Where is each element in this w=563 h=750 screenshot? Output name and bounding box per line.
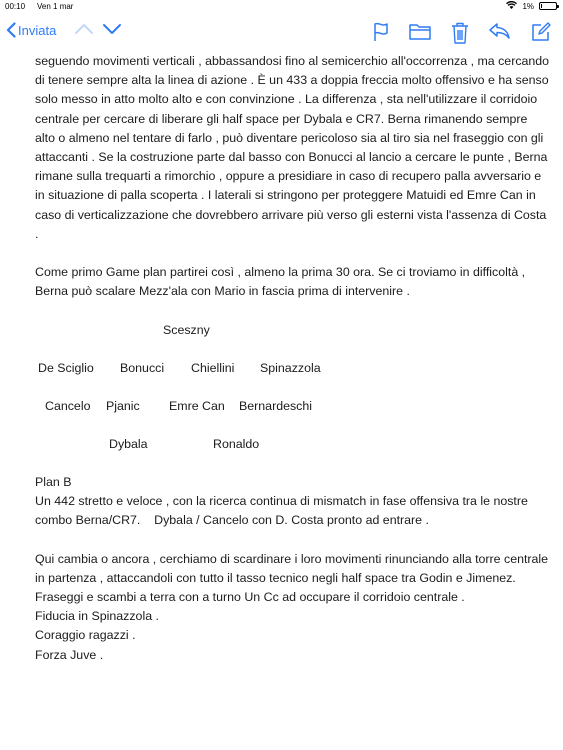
chevron-up-icon <box>74 22 94 36</box>
reply-icon <box>488 22 510 40</box>
previous-message-button[interactable] <box>74 22 94 36</box>
chevron-down-icon <box>102 22 122 36</box>
trash-icon <box>451 22 469 44</box>
player-name: Emre Can <box>169 398 225 413</box>
player-name: Sceszny <box>163 322 210 337</box>
player-name: De Sciglio <box>38 360 94 375</box>
delete-button[interactable] <box>451 22 469 44</box>
body-line: Fiducia in Spinazzola . <box>35 609 159 624</box>
body-paragraph: seguendo movimenti verticali , abbassandosi fino al semicerchio all'occorrenza , ma cercando di tenere sempre alta la linea di azione . È un 433 a doppia freccia molto offensivo e ha senso solo messo in atto molto alto e con convinzione . La differenza , sta nell'utilizzare il corridoio centrale per cercare di liberare gli half space per Dybala e CR7. Berna rimanendo sempre alto o almeno nel tentare di farlo , può diventare pericoloso sia al tiro sia nel fraseggio con gli attaccanti . Se la costruzione parte dal basso con Bonucci al lancio a cercare le punte , Berna rimane sulla trequarti a rimorchio , oppure a presidiare in caso di recupero palla avversario e in situazione di palla scoperta . I laterali si stringono per proteggere Matuidi ed Emre Can in caso di verticalizzazione che dovrebbero arrivare più verso gli esterni vista l'assenza di Costa . <box>35 54 553 241</box>
next-message-button[interactable] <box>102 22 122 36</box>
player-name: Chiellini <box>191 360 235 375</box>
wifi-icon <box>506 1 517 11</box>
chevron-left-icon <box>6 22 16 38</box>
lineup-formation <box>35 321 550 473</box>
body-line: Forza Juve . <box>35 647 104 662</box>
battery-percent: 1% <box>522 1 534 11</box>
lineup-row-midfielders <box>35 397 550 435</box>
player-name: Bonucci <box>120 360 165 375</box>
body-line: Coraggio ragazzi . <box>35 628 136 643</box>
status-bar <box>0 0 563 14</box>
folder-icon <box>409 22 431 40</box>
player-name: Dybala <box>109 436 148 451</box>
mail-toolbar <box>0 14 563 52</box>
player-name: Ronaldo <box>213 436 260 451</box>
player-name: Pjanic <box>106 398 140 413</box>
player-name: Bernardeschi <box>239 398 313 413</box>
message-body <box>35 52 553 665</box>
move-folder-button[interactable] <box>409 22 431 40</box>
lineup-row-goalkeeper <box>35 321 550 359</box>
player-name: Spinazzola <box>260 360 321 375</box>
blank-line <box>35 244 550 263</box>
status-date: Ven 1 mar <box>37 2 74 11</box>
status-time: 00:10 <box>5 2 26 11</box>
back-button[interactable] <box>6 22 56 38</box>
body-paragraph: Un 442 stretto e veloce , con la ricerca continua di mismatch in fase offensiva tra le nostre combo Berna/CR7. Dybala / Cancelo con D. Costa pronto ad entrare . <box>35 494 532 528</box>
body-paragraph: Come primo Game plan partirei così , almeno la prima 30 ora. Se ci troviamo in difficoltà , Berna può scalare Mezz'ala con Mario in fascia prima di intervenire . <box>35 265 529 299</box>
battery-icon <box>539 2 557 10</box>
plan-b-title: Plan B <box>35 474 72 489</box>
flag-icon <box>373 22 389 42</box>
flag-button[interactable] <box>373 22 389 42</box>
status-right <box>506 1 557 11</box>
compose-button[interactable] <box>531 22 551 42</box>
player-name: Cancelo <box>45 398 91 413</box>
lineup-row-defenders <box>35 359 550 397</box>
compose-icon <box>531 22 551 42</box>
battery-level <box>541 4 542 8</box>
blank-line <box>35 530 550 549</box>
reply-button[interactable] <box>488 22 510 40</box>
blank-line <box>35 302 550 321</box>
body-paragraph: Qui cambia o ancora , cerchiamo di scardinare i loro movimenti rinunciando alla torre centrale in partenza , attaccandoli con tutto il tasso tecnico negli half space tra Godin e Jimenez. Fraseggi e scambi a terra con a turno Un Cc ad occupare il corridoio centrale . <box>35 551 552 605</box>
lineup-row-forwards <box>35 435 550 473</box>
back-label: Inviata <box>18 22 57 38</box>
